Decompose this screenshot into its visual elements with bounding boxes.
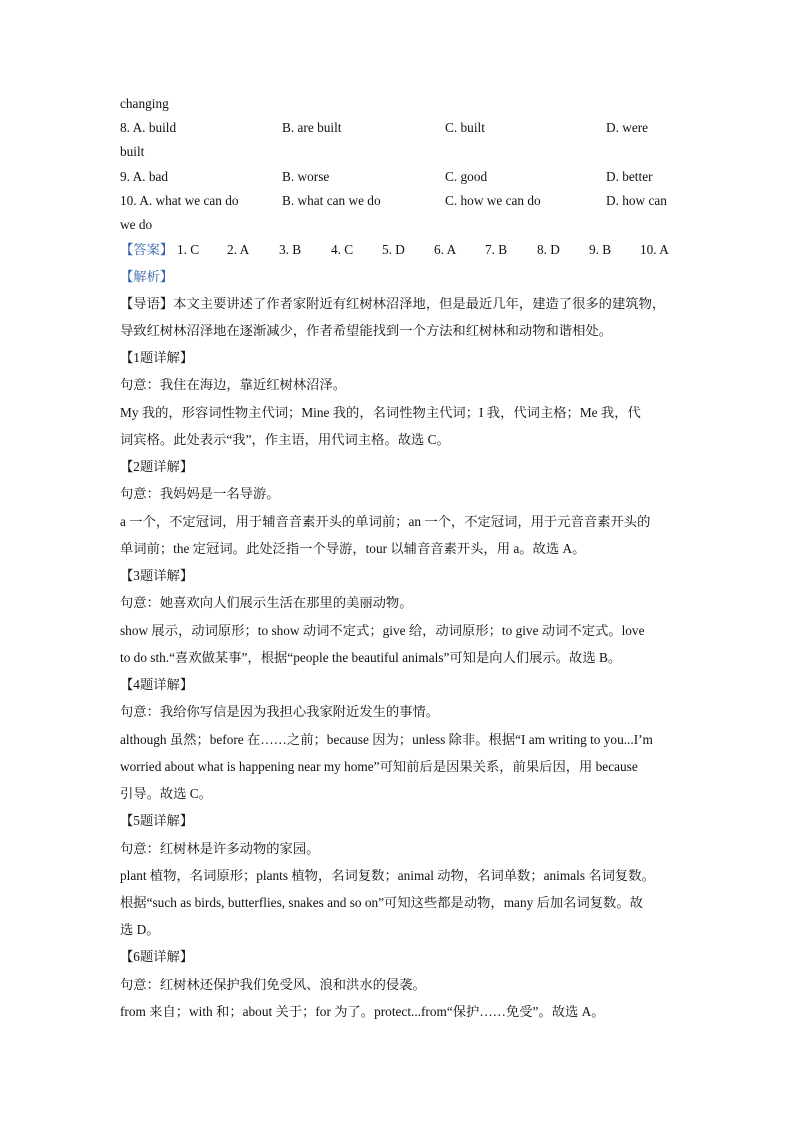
answer-item: 5. D xyxy=(382,242,405,257)
q1-title: 【1题详解】 xyxy=(120,350,194,365)
q4-explanation: although 虽然；before 在……之前；because 因为；unless 除非。根据“I am writing to you...I’m xyxy=(120,732,653,747)
q3-title: 【3题详解】 xyxy=(120,568,194,583)
q5-explanation: plant 植物，名词原形；plants 植物，名词复数；animal 动物，名词单数；animals 名词复数。 xyxy=(120,868,655,883)
answer-item: 3. B xyxy=(279,242,302,257)
q1-meaning: 句意：我住在海边，靠近红树林沼泽。 xyxy=(120,377,347,392)
answer-row xyxy=(120,240,680,260)
answer-item: 8. D xyxy=(537,242,560,257)
intro-line: 【导语】本文主要讲述了作者家附近有红树林沼泽地，但是最近几年，建造了很多的建筑物， xyxy=(120,296,666,311)
answer-item: 9. B xyxy=(589,242,612,257)
q6-title: 【6题详解】 xyxy=(120,949,194,964)
answer-item: 1. C xyxy=(177,242,200,257)
q1-explanation: My 我的，形容词性物主代词；Mine 我的，名词性物主代词；I 我，代词主格；Me 我，代 xyxy=(120,405,641,420)
q9-option-c: C. good xyxy=(445,169,488,184)
q7-option-wrap: changing xyxy=(120,96,169,111)
q10-option-a: 10. A. what we can do xyxy=(120,193,239,208)
intro-line: 导致红树林沼泽地在逐渐减少，作者希望能找到一个方法和红树林和动物和谐相处。 xyxy=(120,323,612,338)
answer-item: 10. A xyxy=(640,242,669,257)
q2-explanation: 单词前；the 定冠词。此处泛指一个导游，tour 以辅音音素开头，用 a。故选 A。 xyxy=(120,541,586,556)
q5-meaning: 句意：红树林是许多动物的家园。 xyxy=(120,841,320,856)
q3-explanation: show 展示，动词原形；to show 动词不定式；give 给，动词原形；to give 动词不定式。love xyxy=(120,623,645,638)
answer-label: 【答案】 xyxy=(120,242,174,257)
q10-option-c: C. how we can do xyxy=(445,193,541,208)
q9-option-b: B. worse xyxy=(282,169,330,184)
q10-option-d: D. how can xyxy=(606,193,667,208)
q4-explanation: worried about what is happening near my home”可知前后是因果关系，前果后因，用 because xyxy=(120,759,638,774)
q8-option-d: D. were xyxy=(606,120,649,135)
q4-title: 【4题详解】 xyxy=(120,677,194,692)
q2-explanation: a 一个，不定冠词，用于辅音音素开头的单词前；an 一个，不定冠词，用于元音音素开头的 xyxy=(120,514,651,529)
q8-option-a: 8. A. build xyxy=(120,120,177,135)
q8-option-b: B. are built xyxy=(282,120,342,135)
q8-option-c: C. built xyxy=(445,120,485,135)
q9-option-a: 9. A. bad xyxy=(120,169,169,184)
q2-title: 【2题详解】 xyxy=(120,459,194,474)
q6-explanation: from 来自；with 和；about 关于；for 为了。protect...from“保护……免受”。故选 A。 xyxy=(120,1004,605,1019)
q5-explanation: 根据“such as birds, butterflies, snakes and so on”可知这些都是动物，many 后加名词复数。故 xyxy=(120,895,643,910)
answer-item: 4. C xyxy=(331,242,354,257)
q5-explanation: 选 D。 xyxy=(120,922,160,937)
answer-item: 7. B xyxy=(485,242,508,257)
q8-option-d-wrap: built xyxy=(120,144,145,159)
q9-option-d: D. better xyxy=(606,169,653,184)
q4-explanation: 引导。故选 C。 xyxy=(120,786,212,801)
q3-meaning: 句意：她喜欢向人们展示生活在那里的美丽动物。 xyxy=(120,595,413,610)
q6-meaning: 句意：红树林还保护我们免受风、浪和洪水的侵袭。 xyxy=(120,977,426,992)
answer-item: 6. A xyxy=(434,242,457,257)
q3-explanation: to do sth.“喜欢做某事”，根据“people the beautiful animals”可知是向人们展示。故选 B。 xyxy=(120,650,622,665)
answer-item: 2. A xyxy=(227,242,250,257)
q2-meaning: 句意：我妈妈是一名导游。 xyxy=(120,486,280,501)
analysis-label: 【解析】 xyxy=(120,269,174,284)
q4-meaning: 句意：我给你写信是因为我担心我家附近发生的事情。 xyxy=(120,704,440,719)
q10-option-b: B. what can we do xyxy=(282,193,381,208)
q10-option-d-wrap: we do xyxy=(120,217,153,232)
q5-title: 【5题详解】 xyxy=(120,813,194,828)
q1-explanation: 词宾格。此处表示“我”，作主语，用代词主格。故选 C。 xyxy=(120,432,450,447)
